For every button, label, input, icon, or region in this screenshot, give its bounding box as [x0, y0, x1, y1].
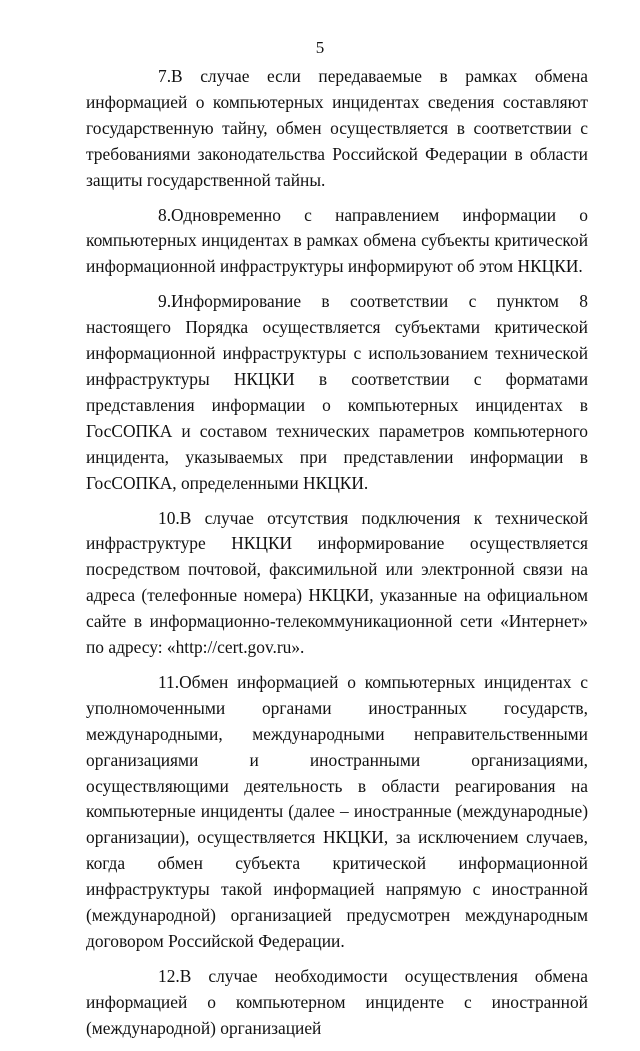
paragraph-8: [86, 203, 588, 281]
paragraph-12: [86, 964, 588, 1042]
page-number: 5: [315, 38, 325, 57]
paragraph-text: Обмен информацией о компьютерных инцидентах с уполномоченными органами иностранных государств, международными, международными неправительственными организациями и иностранными организациями, осуществляющими деятельность в области реагирования на компьютерные инциденты (далее – иностранные (международные) организации), осуществляется НКЦКИ, за исключением случаев, когда обмен субъекта критической информационной инфраструктуры такой информацией напрямую с иностранной (международной) организацией предусмотрен международным договором Российской Федерации.: [86, 671, 588, 951]
paragraph-number: 11.: [158, 671, 180, 692]
paragraph-number: 8.: [158, 204, 172, 225]
paragraph-number: 9.: [158, 291, 172, 312]
paragraph-text: Информирование в соответствии с пунктом 8 настоящего Порядка осуществляется субъектами критической информационной инфраструктуры с использованием технической инфраструктуры НКЦКИ в соответствии с форматами представления информации о компьютерных инцидентах в ГосСОПКА и составом технических параметров компьютерного инцидента, указываемых при представлении информации в ГосСОПКА, определенными НКЦКИ.: [86, 291, 588, 493]
paragraph-text: В случае необходимости осуществления обмена информацией о компьютерном инциденте с иностранной (международной) организацией: [86, 965, 588, 1038]
paragraph-7: [86, 64, 588, 194]
paragraph-text: В случае отсутствия подключения к технической инфраструктуре НКЦКИ информирование осуществляется посредством почтовой, факсимильной или электронной связи на адреса (телефонные номера) НКЦКИ, указанные на официальном сайте в информационно-телекоммуникационной сети «Интернет» по адресу: «http://cert.gov.ru».: [86, 507, 588, 658]
document-body: [86, 64, 588, 1051]
paragraph-number: 12.: [158, 965, 180, 986]
paragraph-9: [86, 289, 588, 496]
paragraph-10: [86, 506, 588, 661]
paragraph-text: Одновременно с направлением информации о компьютерных инцидентах в рамках обмена субъекты критической информационной инфраструктуры информируют об этом НКЦКИ.: [86, 204, 588, 277]
paragraph-text: В случае если передаваемые в рамках обмена информацией о компьютерных инцидентах сведения составляют государственную тайну, обмен осуществляется в соответствии с требованиями законодательства Российской Федерации в области защиты государственной тайны.: [86, 66, 588, 190]
paragraph-number: 7.: [158, 66, 172, 86]
paragraph-11: [86, 670, 588, 955]
paragraph-number: 10.: [158, 507, 180, 528]
